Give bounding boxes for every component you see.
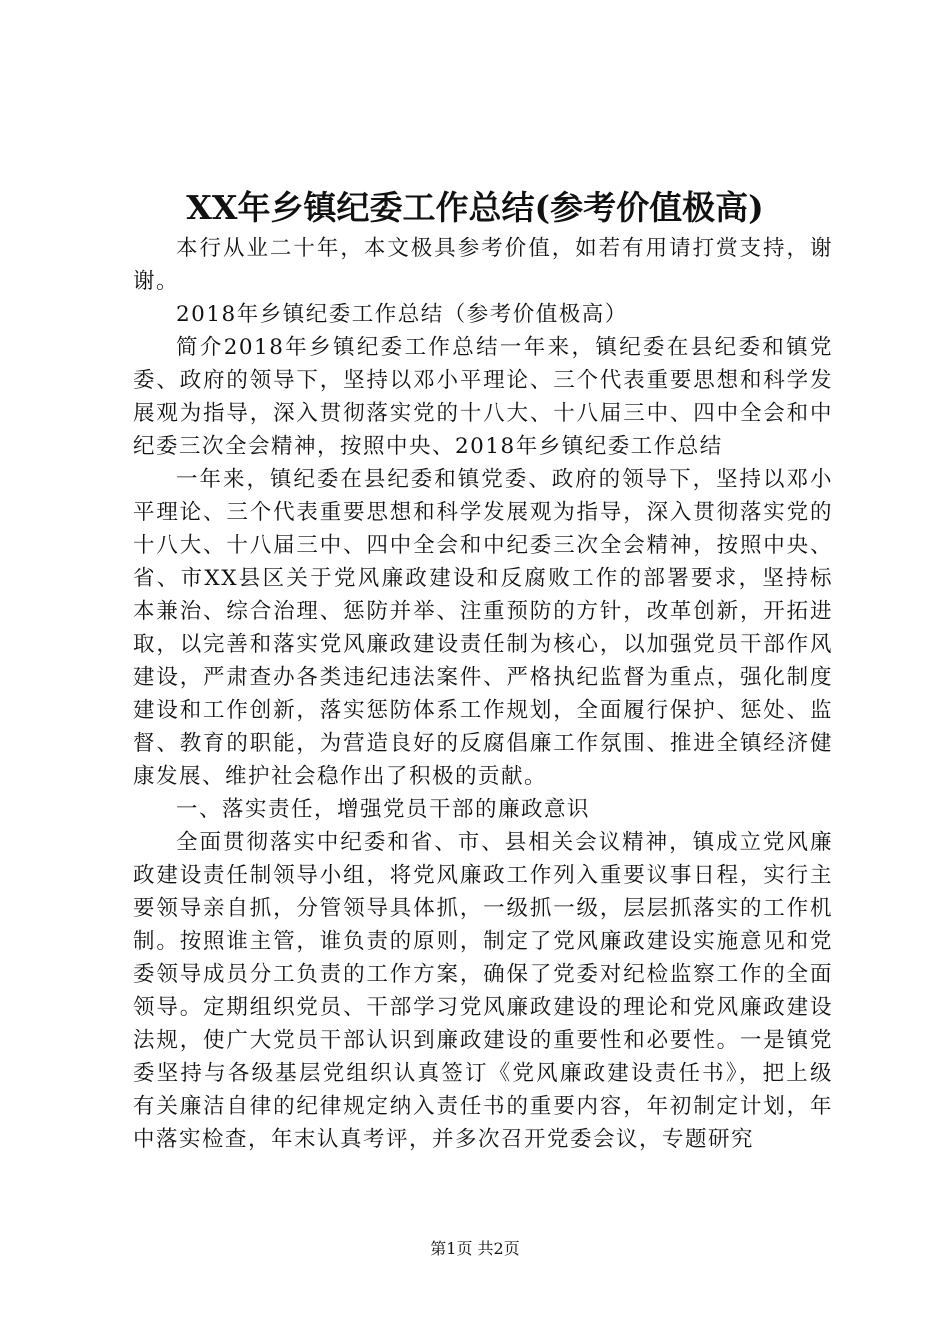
- section-heading-1: 一、落实责任，增强党员干部的廉政意识: [176, 797, 591, 822]
- paragraph-overview: 一年来，镇纪委在县纪委和镇党委、政府的领导下，坚持以邓小平理论、三个代表重要思想和科学发展观为指导，深入贯彻落实党的十八大、十八届三中、四中全会和中纪委三次全会精神，按照中央、省、市XX县区关于党风廉政建设和反腐败工作的部署要求，坚持标本兼治、综合治理、惩防并举、注重预防的方针，改革创新，开拓进取，以完善和落实党风廉政建设责任制为核心，以加强党员干部作风建设，严肃查办各类违纪违法案件、严格执纪监督为重点，强化制度建设和工作创新，落实惩防体系工作规划，全面履行保护、惩处、监督、教育的职能，为营造良好的反腐倡廉工作氛围、推进全镇经济健康发展、维护社会稳作出了积极的贡献。: [133, 467, 833, 789]
- document-title: XX年乡镇纪委工作总结(参考价值极高): [186, 188, 764, 227]
- page-number-total: 共2页: [477, 1239, 520, 1258]
- paragraph-intro-note: 本行从业二十年，本文极具参考价值，如若有用请打赏支持，谢谢。: [133, 236, 833, 294]
- paragraph-summary: 简介2018年乡镇纪委工作总结一年来，镇纪委在县纪委和镇党委、政府的领导下，坚持以邓小平理论、三个代表重要思想和科学发展观为指导，深入贯彻落实党的十八大、十八届三中、四中全会和中纪委三次全会精神，按照中央、2018年乡镇纪委工作总结: [133, 335, 833, 459]
- page-number-current: 第1页: [430, 1239, 473, 1258]
- page-footer: [0, 1238, 950, 1260]
- document-body: [133, 232, 833, 1156]
- paragraph-section-1: 全面贯彻落实中纪委和省、市、县相关会议精神，镇成立党风廉政建设责任制领导小组，将党风廉政工作列入重要议事日程，实行主要领导亲自抓，分管领导具体抓，一级抓一级，层层抓落实的工作机制。按照谁主管，谁负责的原则，制定了党风廉政建设实施意见和党委领导成员分工负责的工作方案，确保了党委对纪检监察工作的全面领导。定期组织党员、干部学习党风廉政建设的理论和党风廉政建设法规，使广大党员干部认识到廉政建设的重要性和必要性。一是镇党委坚持与各级基层党组织认真签订《党风廉政建设责任书》，把上级有关廉洁自律的纪律规定纳入责任书的重要内容，年初制定计划，年中落实检查，年末认真考评，并多次召开党委会议，专题研究: [133, 830, 833, 1152]
- paragraph-subtitle: 2018年乡镇纪委工作总结（参考价值极高）: [176, 302, 628, 327]
